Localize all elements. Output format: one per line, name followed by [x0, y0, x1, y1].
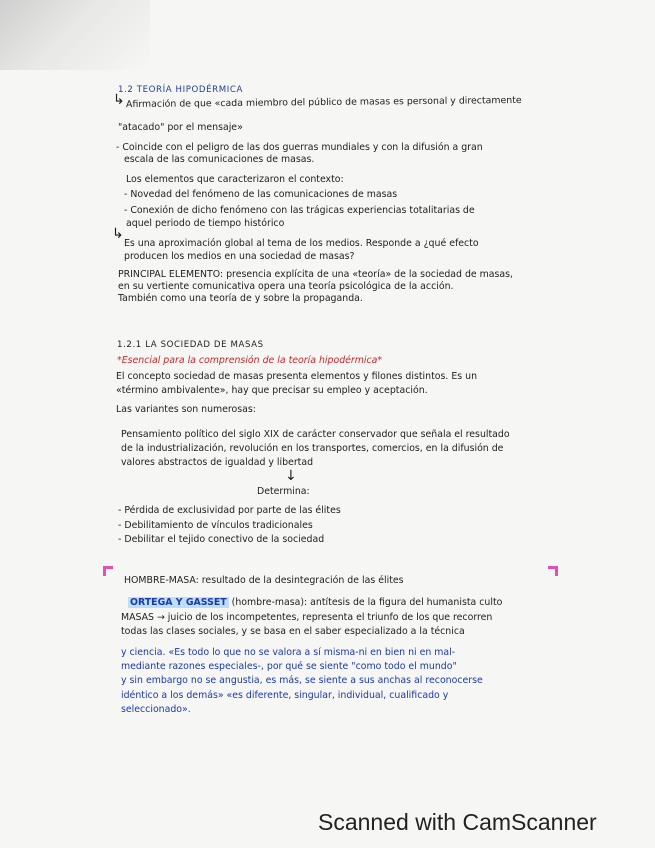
section-title-1-1: 1.2 TEORÍA HIPODÉRMICA: [118, 85, 243, 95]
note-line: ORTEGA Y GASSET (hombre-masa): antítesis de la figura del humanista culto: [130, 597, 503, 608]
note-line: Afirmación de que «cada miembro del público de masas es personal y directamente: [125, 94, 522, 111]
note-line: "atacado" por el mensaje»: [118, 122, 243, 133]
blue-note-line: y ciencia. «Es todo lo que no se valora a sí misma-ni en bien ni en mal-: [121, 647, 456, 658]
down-arrow-icon: ↓: [285, 468, 297, 484]
note-line: - Coincide con el peligro de las dos guerras mundiales y con la difusión a gran: [116, 142, 483, 153]
section-title-1-2-1: 1.2.1 LA SOCIEDAD DE MASAS: [117, 340, 264, 350]
note-line: - Pérdida de exclusividad por parte de las élites: [118, 505, 341, 516]
blue-note-line: idéntico a los demás» «es diferente, singular, individual, cualificado y: [121, 690, 449, 701]
note-line: - Debilitar el tejido conectivo de la sociedad: [118, 534, 325, 545]
note-line: - Debilitamiento de vínculos tradicionales: [118, 520, 313, 531]
bent-arrow-icon: ↳: [113, 92, 125, 108]
scan-corner-shadow: [0, 0, 150, 70]
note-line: de la industrialización, revolución en los transportes, comercios, en la difusión de: [121, 443, 504, 454]
note-line: Es una aproximación global al tema de los medios. Responde a ¿qué efecto: [124, 238, 479, 249]
blue-note-line: y sin embargo no se angustia, es más, se siente a sus anchas al reconocerse: [121, 675, 483, 686]
note-line: El concepto sociedad de masas presenta elementos y filones distintos. Es un: [116, 371, 478, 382]
note-line: Los elementos que caracterizaron el contexto:: [126, 174, 344, 185]
note-line: También como una teoría de y sobre la propaganda.: [118, 293, 363, 304]
note-line: HOMBRE-MASA: resultado de la desintegración de las élites: [124, 575, 404, 586]
bleed-through-text: [455, 62, 635, 98]
note-line: en su vertiente comunicativa opera una teoría psicológica de la acción.: [118, 281, 454, 292]
note-line: producen los medios en una sociedad de masas?: [124, 251, 355, 262]
note-line: aquel periodo de tiempo histórico: [126, 218, 285, 229]
blue-note-line: seleccionado».: [121, 704, 191, 715]
note-line: - Novedad del fenómeno de las comunicaciones de masas: [124, 189, 398, 200]
scanner-watermark: Scanned with CamScanner: [318, 809, 597, 835]
note-line: Pensamiento político del siglo XIX de carácter conservador que señala el resultado: [121, 429, 510, 440]
note-line: MASAS → juicio de los incompetentes, representa el triunfo de los que recorren: [121, 612, 493, 623]
note-line: Determina:: [257, 486, 310, 497]
red-note: *Esencial para la comprensión de la teoría hipodérmica*: [117, 355, 383, 366]
highlighted-author: ORTEGA Y GASSET: [130, 597, 227, 608]
bent-arrow-icon: ↳: [112, 226, 124, 242]
note-line: «término ambivalente», hay que precisar su empleo y aceptación.: [116, 385, 428, 396]
note-line: escala de las comunicaciones de masas.: [124, 154, 315, 165]
note-line: valores abstractos de igualdad y libertad: [121, 457, 314, 468]
pink-bracket-mark: [103, 566, 113, 576]
note-line: todas las clases sociales, y se basa en el saber especializado a la técnica: [121, 626, 465, 637]
blue-note-line: mediante razones especiales-, por qué se siente "como todo el mundo": [121, 661, 457, 672]
note-line: Las variantes son numerosas:: [116, 404, 256, 415]
note-line: - Conexión de dicho fenómeno con las trágicas experiencias totalitarias de: [124, 205, 475, 216]
note-line: PRINCIPAL ELEMENTO: presencia explícita de una «teoría» de la sociedad de masas,: [118, 269, 514, 280]
pink-bracket-mark-right: [548, 566, 558, 576]
